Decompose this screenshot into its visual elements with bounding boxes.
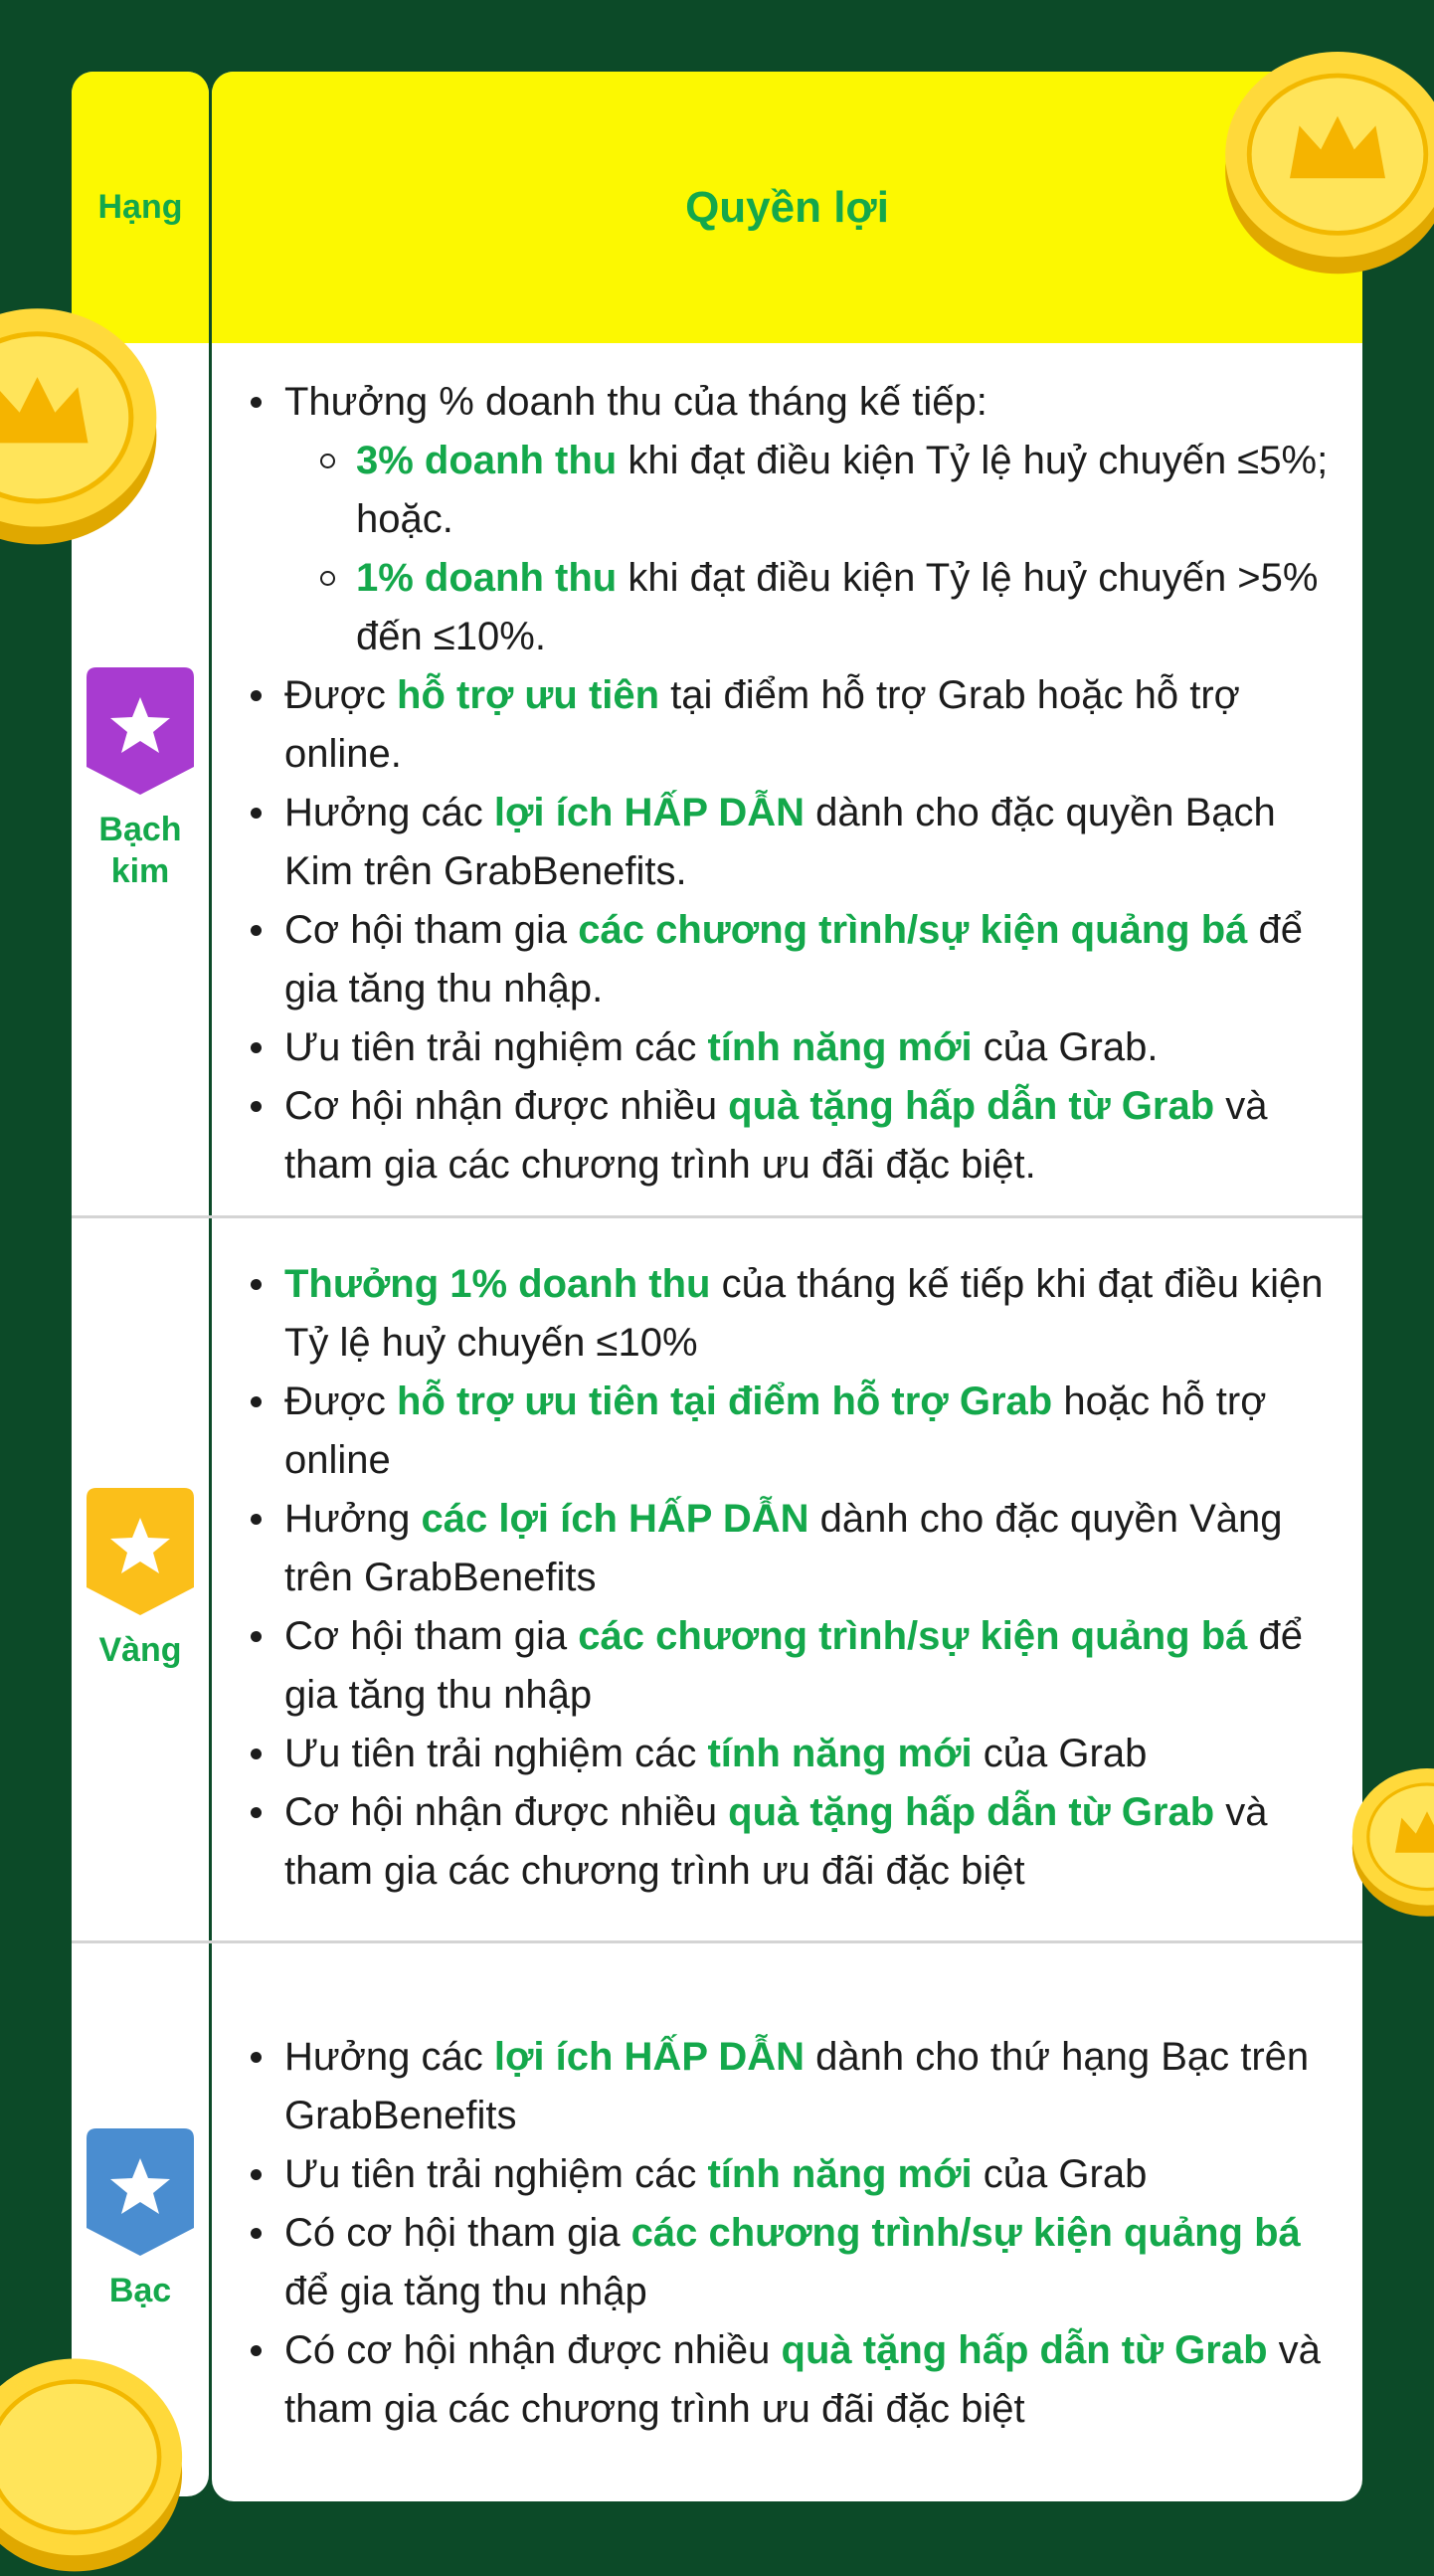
benefit-text: của Grab [972, 2152, 1148, 2196]
benefit-text: và tham gia các chương trình ưu đãi đặc biệt. [284, 1084, 1268, 1187]
gold-coin-icon [1347, 1731, 1434, 1949]
benefit-text: tại điểm hỗ trợ Grab hoặc hỗ trợ online. [284, 673, 1240, 776]
benefit-item [245, 2321, 1339, 2439]
highlighted-text: các chương trình/sự kiện quảng bá [578, 908, 1248, 952]
benefit-text: của Grab. [972, 1025, 1159, 1069]
row-divider [72, 1940, 1362, 1943]
highlighted-text: 3% doanh thu [356, 439, 618, 482]
benefit-text: Được [284, 1380, 398, 1423]
tier-gold-benefits [245, 1255, 1339, 1901]
benefit-text: Ưu tiên trải nghiệm các [284, 1732, 708, 1775]
highlighted-text: tính năng mới [707, 1732, 973, 1775]
benefit-text: khi đạt điều kiện Tỷ lệ huỷ chuyến ≤5%; hoặc. [356, 439, 1329, 541]
benefit-text: Cơ hội nhận được nhiều [284, 1084, 729, 1128]
benefit-item [245, 1490, 1339, 1607]
benefit-list [245, 373, 1339, 1195]
benefit-list [245, 2028, 1339, 2439]
highlighted-text: tính năng mới [707, 2152, 973, 2196]
highlighted-text: quà tặng hấp dẫn từ Grab [728, 1790, 1215, 1834]
benefit-item [245, 1018, 1339, 1077]
benefit-text: Cơ hội tham gia [284, 1614, 579, 1658]
benefit-text: Ưu tiên trải nghiệm các [284, 1025, 708, 1069]
highlighted-text: lợi ích HẤP DẪN [493, 791, 806, 834]
benefit-text: hoặc hỗ trợ online [284, 1380, 1267, 1482]
benefit-item [245, 666, 1339, 784]
tier-silver-benefits [245, 2028, 1339, 2439]
benefit-item [245, 901, 1339, 1018]
benefit-text: Được [284, 673, 398, 717]
benefit-text: Hưởng các [284, 791, 494, 834]
tier-gold-cell [72, 1218, 209, 1940]
benefit-text: của Grab [972, 1732, 1148, 1775]
gold-coin-icon [1218, 40, 1434, 278]
benefit-text: dành cho thứ hạng Bạc trên GrabBenefits [284, 2035, 1310, 2137]
benefit-item [245, 2028, 1339, 2145]
gold-coin-icon [0, 2347, 189, 2576]
benefit-text: khi đạt điều kiện Tỷ lệ huỷ chuyến >5% đến ≤10%. [356, 556, 1319, 658]
benefit-text: dành cho đặc quyền Vàng trên GrabBenefits [284, 1497, 1283, 1599]
benefit-text: và tham gia các chương trình ưu đãi đặc biệt [284, 1790, 1268, 1893]
benefit-item [245, 1373, 1339, 1490]
benefit-item [245, 2204, 1339, 2321]
highlighted-text: hỗ trợ ưu tiên [397, 673, 660, 717]
benefit-text: Hưởng [284, 1497, 422, 1541]
benefit-text: Ưu tiên trải nghiệm các [284, 2152, 708, 2196]
benefit-text: Thưởng % doanh thu của tháng kế tiếp: [284, 380, 987, 424]
sub-benefit-item [316, 432, 1339, 549]
benefit-list [245, 1255, 1339, 1901]
benefit-text: của tháng kế tiếp khi đạt điều kiện Tỷ lệ huỷ chuyến ≤10% [284, 1262, 1324, 1365]
benefit-item [245, 2145, 1339, 2204]
tier-name: Vàng [98, 1631, 182, 1669]
benefit-item [245, 784, 1339, 901]
highlighted-text: các chương trình/sự kiện quảng bá [630, 2211, 1301, 2255]
row-divider [72, 1215, 1362, 1218]
sub-benefit-item [316, 549, 1339, 666]
benefit-text: Hưởng các [284, 2035, 494, 2079]
benefit-item [245, 1077, 1339, 1195]
benefit-text: dành cho đặc quyền Bạch Kim trên GrabBenefits. [284, 791, 1276, 893]
benefit-text: Cơ hội nhận được nhiều [284, 1790, 729, 1834]
benefit-item [245, 1783, 1339, 1901]
tier-name: Bạch kim [98, 810, 182, 890]
benefit-item [245, 1725, 1339, 1783]
star-badge-icon [87, 2128, 194, 2256]
benefit-header: Quyền lợi [212, 72, 1362, 343]
highlighted-text: Thưởng 1% doanh thu [284, 1262, 711, 1306]
rank-header: Hạng [72, 72, 209, 343]
highlighted-text: tính năng mới [707, 1025, 973, 1069]
tier-name: Bạc [108, 2272, 172, 2309]
highlighted-text: 1% doanh thu [356, 556, 618, 600]
benefit-item [245, 1255, 1339, 1373]
benefit-text: để gia tăng thu nhập. [284, 908, 1304, 1011]
star-badge-icon [87, 667, 194, 795]
gold-coin-icon [0, 288, 164, 557]
highlighted-text: các chương trình/sự kiện quảng bá [578, 1614, 1248, 1658]
benefit-text: Có cơ hội tham gia [284, 2211, 631, 2255]
highlighted-text: các lợi ích HẤP DẪN [421, 1497, 809, 1541]
benefit-text: Cơ hội tham gia [284, 908, 579, 952]
highlighted-text: quà tặng hấp dẫn từ Grab [781, 2328, 1268, 2372]
benefit-text: để gia tăng thu nhập [284, 2270, 647, 2313]
star-badge-icon [87, 1488, 194, 1615]
highlighted-text: lợi ích HẤP DẪN [493, 2035, 806, 2079]
sub-benefit-list [316, 432, 1339, 666]
benefit-text: Có cơ hội nhận được nhiều [284, 2328, 782, 2372]
benefit-text: để gia tăng thu nhập [284, 1614, 1304, 1717]
benefit-item [245, 1607, 1339, 1725]
benefit-text: và tham gia các chương trình ưu đãi đặc biệt [284, 2328, 1321, 2431]
highlighted-text: hỗ trợ ưu tiên tại điểm hỗ trợ Grab [397, 1380, 1053, 1423]
highlighted-text: quà tặng hấp dẫn từ Grab [728, 1084, 1215, 1128]
benefit-item [245, 373, 1339, 666]
tier-platinum-benefits [245, 373, 1339, 1195]
